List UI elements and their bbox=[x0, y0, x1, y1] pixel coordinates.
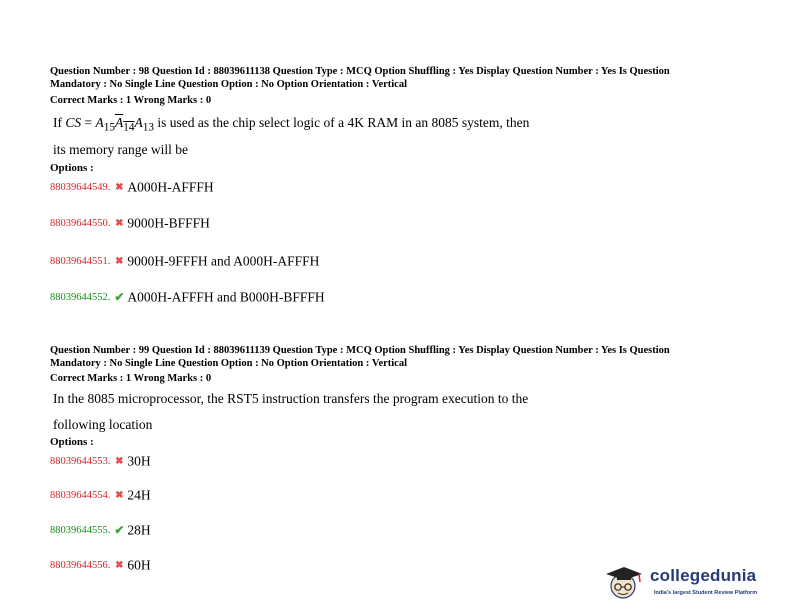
option-id: 88039644553. bbox=[50, 455, 111, 467]
option-id: 88039644551. bbox=[50, 255, 111, 267]
option-text: A000H-AFFFH bbox=[127, 179, 214, 195]
option-row[interactable] bbox=[50, 556, 151, 574]
cross-icon: ✖ bbox=[115, 217, 124, 229]
question-text-line2: following location bbox=[53, 417, 153, 432]
options-label: Options : bbox=[50, 436, 94, 448]
option-text: A000H-AFFFH and B000H-BFFFH bbox=[127, 289, 325, 305]
question-text: If CS = $A_{15}A_{14}A_{13}$ is used as the chip select logic of a 4K RAM in an 8085 system, then bbox=[53, 115, 530, 134]
option-id: 88039644556. bbox=[50, 559, 111, 571]
option-row[interactable] bbox=[50, 214, 210, 232]
option-row[interactable] bbox=[50, 486, 151, 504]
option-id: 88039644555. bbox=[50, 524, 111, 536]
check-icon: ✔ bbox=[114, 289, 125, 304]
marks-info: Correct Marks : 1 Wrong Marks : 0 bbox=[50, 373, 212, 384]
option-row-correct[interactable] bbox=[50, 288, 325, 306]
option-row[interactable] bbox=[50, 178, 214, 196]
formula-cs: CS bbox=[65, 115, 82, 130]
cross-icon: ✖ bbox=[115, 489, 124, 501]
check-icon: ✔ bbox=[114, 522, 125, 537]
option-text: 24H bbox=[127, 487, 151, 503]
option-text: 9000H-BFFFH bbox=[127, 215, 210, 231]
option-text: 30H bbox=[127, 453, 151, 469]
option-text: 9000H-9FFFH and A000H-AFFFH bbox=[127, 253, 320, 269]
option-text: 60H bbox=[127, 557, 151, 573]
question-header-line2: Mandatory : No Single Line Question Option : No Option Orientation : Vertical bbox=[50, 79, 408, 90]
cross-icon: ✖ bbox=[115, 181, 124, 193]
question-header-line2: Mandatory : No Single Line Question Option : No Option Orientation : Vertical bbox=[50, 358, 408, 369]
question-text: In the 8085 microprocessor, the RST5 instruction transfers the program execution to the bbox=[53, 391, 529, 406]
cross-icon: ✖ bbox=[115, 455, 124, 467]
logo-name: collegedunia bbox=[650, 566, 757, 585]
option-row-correct[interactable] bbox=[50, 521, 151, 539]
cross-icon: ✖ bbox=[115, 255, 124, 267]
question-header-line1: Question Number : 98 Question Id : 88039611138 Question Type : MCQ Option Shuffling : Yes Display Question Number : Yes Is Question bbox=[50, 66, 670, 77]
option-row[interactable] bbox=[50, 452, 151, 470]
question-header-line1: Question Number : 99 Question Id : 88039611139 Question Type : MCQ Option Shuffling : Yes Display Question Number : Yes Is Question bbox=[50, 345, 670, 356]
marks-info: Correct Marks : 1 Wrong Marks : 0 bbox=[50, 95, 212, 106]
option-id: 88039644549. bbox=[50, 181, 111, 193]
option-id: 88039644552. bbox=[50, 291, 111, 303]
options-label: Options : bbox=[50, 162, 94, 174]
graduate-face-icon bbox=[604, 564, 644, 600]
cross-icon: ✖ bbox=[115, 559, 124, 571]
logo-tagline: India's largest Student Review Platform bbox=[654, 590, 758, 596]
option-text: 28H bbox=[127, 522, 151, 538]
option-id: 88039644554. bbox=[50, 489, 111, 501]
formula-a14-bar: $A_{14}$ bbox=[115, 115, 135, 134]
collegedunia-logo[interactable] bbox=[604, 560, 786, 604]
option-id: 88039644550. bbox=[50, 217, 111, 229]
option-row[interactable] bbox=[50, 252, 319, 270]
question-text-line2: its memory range will be bbox=[53, 142, 188, 157]
